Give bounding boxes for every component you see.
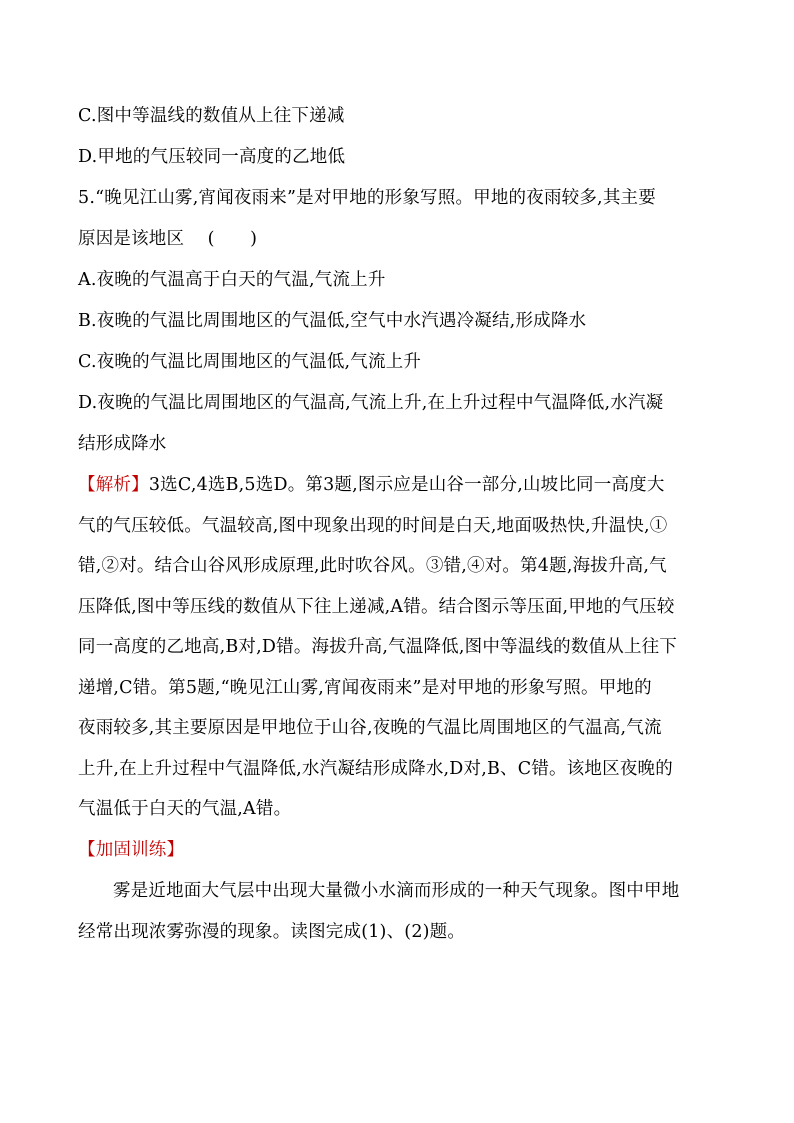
reinforcement-paragraph-line2: 经常出现浓雾弥漫的现象。读图完成(1)、(2)题。 (78, 921, 466, 942)
analysis-label: 【解析】 (78, 475, 149, 495)
option-q4-d: D.甲地的气压较同一高度的乙地低 (78, 147, 346, 167)
question-5-stem-line2: 原因是该地区 ( ) (78, 229, 258, 249)
analysis-line5: 同一高度的乙地高,B对,D错。海拔升高,气温降低,图中等温线的数值从上往下 (78, 637, 678, 657)
reinforcement-heading (78, 830, 718, 871)
option-q5-b: B.夜晚的气温比周围地区的气温低,空气中水汽遇冷凝结,形成降水 (78, 311, 587, 331)
option-q5-d-line1: D.夜晚的气温比周围地区的气温高,气流上升,在上升过程中气温降低,水汽凝 (78, 393, 664, 413)
option-q5-d-line2: 结形成降水 (78, 434, 167, 454)
question-5-stem-line1: 5.“晚见江山雾,宵闻夜雨来”是对甲地的形象写照。甲地的夜雨较多,其主要 (78, 188, 656, 208)
analysis-line6: 递增,C错。第5题,“晚见江山雾,宵闻夜雨来”是对甲地的形象写照。甲地的 (78, 677, 652, 698)
option-q4-c: C.图中等温线的数值从上往下递减 (78, 106, 345, 126)
document-page (78, 96, 718, 953)
reinforcement-paragraph-line1: 雾是近地面大气层中出现大量微小水滴而形成的一种天气现象。图中甲地 (113, 880, 680, 901)
reinforcement-label: 【加固训练】 (78, 839, 185, 860)
analysis-line2: 气的气压较低。气温较高,图中现象出现的时间是白天,地面吸热快,升温快,① (78, 515, 668, 536)
analysis-line4: 压降低,图中等压线的数值从下往上递减,A错。结合图示等压面,甲地的气压较 (78, 596, 675, 617)
analysis-text-line1: 3选C,4选B,5选D。第3题,图示应是山谷一部分,山坡比同一高度大 (148, 475, 665, 495)
analysis-line3: 错,②对。结合山谷风形成原理,此时吹谷风。③错,④对。第4题,海拔升高,气 (78, 556, 667, 576)
option-q5-c: C.夜晚的气温比周围地区的气温低,气流上升 (78, 352, 422, 372)
analysis-line9: 气温低于白天的气温,A错。 (78, 799, 292, 819)
analysis-line1 (78, 465, 718, 506)
analysis-line8: 上升,在上升过程中气温降低,水汽凝结形成降水,D对,B、C错。该地区夜晚的 (78, 758, 673, 779)
analysis-line7: 夜雨较多,其主要原因是甲地位于山谷,夜晚的气温比周围地区的气温高,气流 (78, 718, 662, 738)
option-q5-a: A.夜晚的气温高于白天的气温,气流上升 (78, 270, 386, 290)
